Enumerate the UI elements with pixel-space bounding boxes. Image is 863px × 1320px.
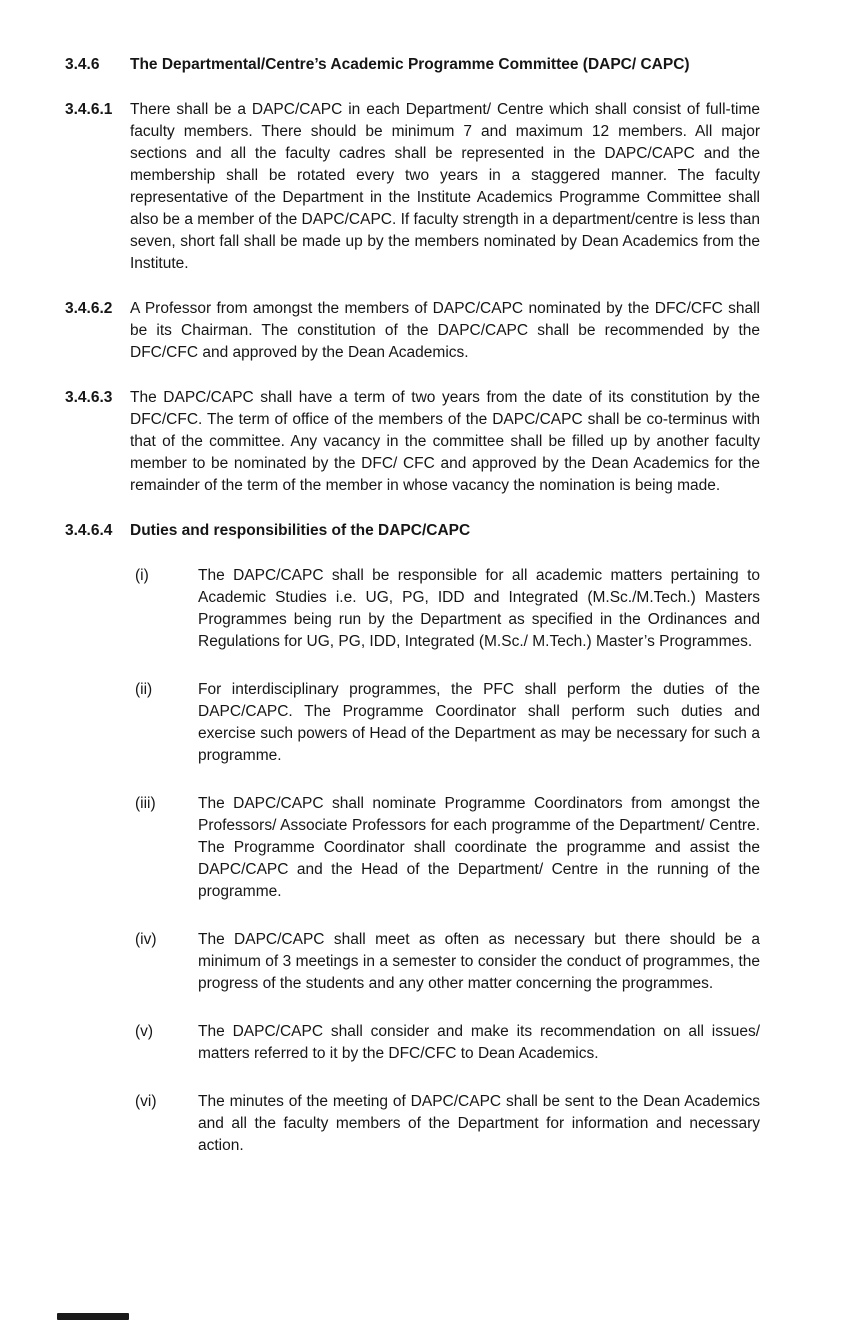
list-item-v [135,1021,760,1065]
section-number: 3.4.6.3 [65,389,113,406]
list-item-iii [135,793,760,903]
list-item-text: The DAPC/CAPC shall meet as often as necessary but there should be a minimum of 3 meetings in a semester to consider the conduct of programmes, the progress of the students and any other matter concerning the programmes. [198,931,760,992]
list-item-i [135,565,760,653]
duties-list [135,565,760,1157]
section-body-text: There shall be a DAPC/CAPC in each Department/ Centre which shall consist of full-time faculty members. There should be minimum 7 and maximum 12 members. All major sections and all the faculty cadres shall be represented in the DAPC/CAPC and the membership shall be rotated every two years in a staggered manner. The faculty representative of the Department in the Institute Academics Programme Committee shall also be a member of the DAPC/CAPC. If faculty strength in a department/centre is less than seven, short fall shall be made up by the members nominated by Dean Academics from the Institute. [130,101,760,272]
list-item-iv [135,929,760,995]
list-item-text: The DAPC/CAPC shall be responsible for all academic matters pertaining to Academic Studies i.e. UG, PG, IDD and Integrated (M.Sc./M.Tech.) Masters Programmes being run by the Department as specified in the Ordinances and Regulations for UG, PG, IDD, Integrated (M.Sc./ M.Tech.) Master’s Programmes. [198,567,760,650]
list-item-marker: (i) [135,567,149,584]
list-item-marker: (v) [135,1023,154,1040]
list-item-marker: (ii) [135,681,153,698]
section-3-4-6-4 [65,520,760,542]
list-item-text: The minutes of the meeting of DAPC/CAPC shall be sent to the Dean Academics and all the faculty members of the Department for information and necessary action. [198,1093,760,1154]
list-item-text: The DAPC/CAPC shall nominate Programme Coordinators from amongst the Professors/ Associate Professors for each programme of the Department/ Centre. The Programme Coordinator shall coordinate the programme and assist the DAPC/CAPC and the Head of the Department/ Centre in the running of the programme. [198,795,760,900]
section-3-4-6-3 [65,387,760,497]
section-3-4-6-1 [65,99,760,275]
list-item-marker: (vi) [135,1093,157,1110]
section-number: 3.4.6.2 [65,300,113,317]
section-body-text: A Professor from amongst the members of DAPC/CAPC nominated by the DFC/CFC shall be its Chairman. The constitution of the DAPC/CAPC shall be recommended by the DFC/CFC and approved by the Dean Academics. [130,300,760,361]
section-body-text: The DAPC/CAPC shall have a term of two years from the date of its constitution by the DFC/CFC. The term of office of the members of the DAPC/CAPC shall be co-terminus with that of the committee. Any vacancy in the committee shall be filled up by another faculty member to be nominated by the DFC/ CFC and approved by the Dean Academics for the remainder of the term of the member in whose vacancy the nomination is being made. [130,389,760,494]
section-3-4-6 [65,54,760,76]
section-number: 3.4.6.4 [65,522,113,539]
list-item-marker: (iv) [135,931,157,948]
list-item-ii [135,679,760,767]
list-item-text: For interdisciplinary programmes, the PFC shall perform the duties of the DAPC/CAPC. The Programme Coordinator shall perform such duties and exercise such powers of Head of the Department as may be necessary for such a programme. [198,681,760,764]
section-number: 3.4.6 [65,56,100,73]
section-number: 3.4.6.1 [65,101,113,118]
list-item-text: The DAPC/CAPC shall consider and make its recommendation on all issues/ matters referred to it by the DFC/CFC to Dean Academics. [198,1023,760,1062]
list-item-vi [135,1091,760,1157]
section-heading-text: Duties and responsibilities of the DAPC/CAPC [130,522,471,539]
section-3-4-6-2 [65,298,760,364]
page-bottom-scan-artifact [57,1313,129,1320]
section-heading-text: The Departmental/Centre’s Academic Programme Committee (DAPC/ CAPC) [130,56,690,73]
list-item-marker: (iii) [135,795,156,812]
